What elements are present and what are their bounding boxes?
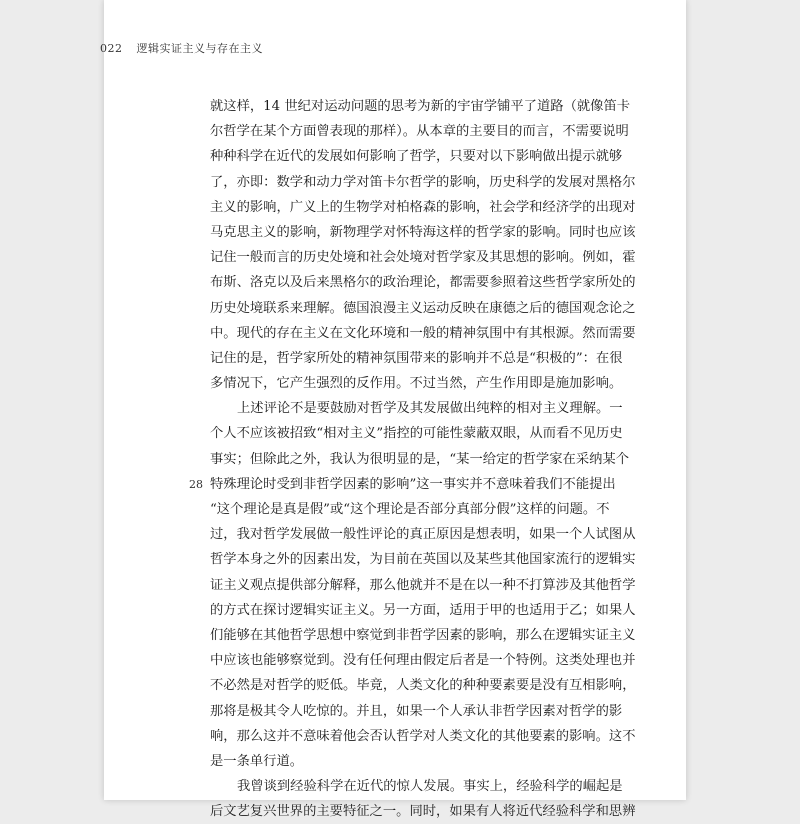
text-line: 历史处境联系来理解。德国浪漫主义运动反映在康德之后的德国观念论之 [210, 300, 636, 316]
text-line: 马克思主义的影响，新物理学对怀特海这样的哲学家的影响。同时也应该 [210, 224, 636, 240]
page-number: 022 [100, 42, 123, 55]
text-line: 那将是极其令人吃惊的。并且，如果一个人承认非哲学因素对哲学的影 [210, 703, 623, 719]
text-line: 我曾谈到经验科学在近代的惊人发展。事实上，经验科学的崛起是 [237, 779, 623, 795]
text-line: 响，那么这并不意味着他会否认哲学对人类文化的其他要素的影响。这不 [210, 728, 636, 744]
running-head [100, 40, 263, 56]
text-line: 尔哲学在某个方面曾表现的那样）。从本章的主要目的而言，不需要说明 [210, 124, 629, 140]
text-line: 不必然是对哲学的贬低。毕竟，人类文化的种种要素要是没有互相影响， [210, 678, 636, 694]
text-line: 特殊理论时受到非哲学因素的影响”这一事实并不意味着我们不能提出 [210, 476, 616, 492]
text-line: 是一条单行道。 [210, 753, 304, 769]
text-line: 布斯、洛克以及后来黑格尔的政治理论，都需要参照着这些哲学家所处的 [210, 275, 636, 291]
text-line: 中应该也能够察觉到。没有任何理由假定后者是一个特例。这类处理也并 [210, 653, 636, 669]
text-line: “这个理论是真是假”或“这个理论是否部分真部分假”这样的问题。不 [210, 502, 610, 517]
text-line: 了，亦即：数学和动力学对笛卡尔哲学的影响，历史科学的发展对黑格尔 [210, 174, 636, 190]
text-line: 证主义观点提供部分解释，那么他就并不是在以一种不打算涉及其他哲学 [210, 577, 636, 593]
text-line: 就这样，14 世纪对运动问题的思考为新的宇宙学铺平了道路（就像笛卡 [210, 99, 631, 114]
text-line: 个人不应该被招致“相对主义”指控的可能性蒙蔽双眼，从而看不见历史 [210, 426, 623, 442]
text-line: 多情况下，它产生强烈的反作用。不过当然，产生作用即是施加影响。 [210, 376, 623, 392]
text-line: 们能够在其他哲学思想中察觉到非哲学因素的影响，那么在逻辑实证主义 [210, 627, 636, 643]
text-line: 过，我对哲学发展做一般性评论的真正原因是想表明，如果一个人试图从 [210, 527, 636, 543]
margin-page-reference: 28 [189, 478, 203, 491]
text-line: 上述评论不是要鼓励对哲学及其发展做出纯粹的相对主义理解。一 [237, 401, 623, 417]
text-line: 事实；但除此之外，我认为很明显的是，“某一给定的哲学家在采纳某个 [210, 451, 629, 467]
body-text [210, 94, 636, 824]
text-line: 后文艺复兴世界的主要特征之一。同时，如果有人将近代经验科学和思辨 [210, 804, 636, 820]
text-line: 的方式在探讨逻辑实证主义。另一方面，适用于甲的也适用于乙；如果人 [210, 602, 636, 618]
text-line: 主义的影响，广义上的生物学对柏格森的影响，社会学和经济学的出现对 [210, 199, 636, 215]
text-line: 种种科学在近代的发展如何影响了哲学，只要对以下影响做出提示就够 [210, 149, 623, 165]
text-line: 记住的是，哲学家所处的精神氛围带来的影响并不总是“积极的”：在很 [210, 350, 623, 366]
text-line: 哲学本身之外的因素出发，为目前在英国以及某些其他国家流行的逻辑实 [210, 552, 636, 568]
book-title: 逻辑实证主义与存在主义 [136, 42, 263, 55]
text-line: 中。现代的存在主义在文化环境和一般的精神氛围中有其根源。然而需要 [210, 325, 636, 341]
text-line: 记住一般而言的历史处境和社会处境对哲学家及其思想的影响。例如，霍 [210, 250, 636, 266]
